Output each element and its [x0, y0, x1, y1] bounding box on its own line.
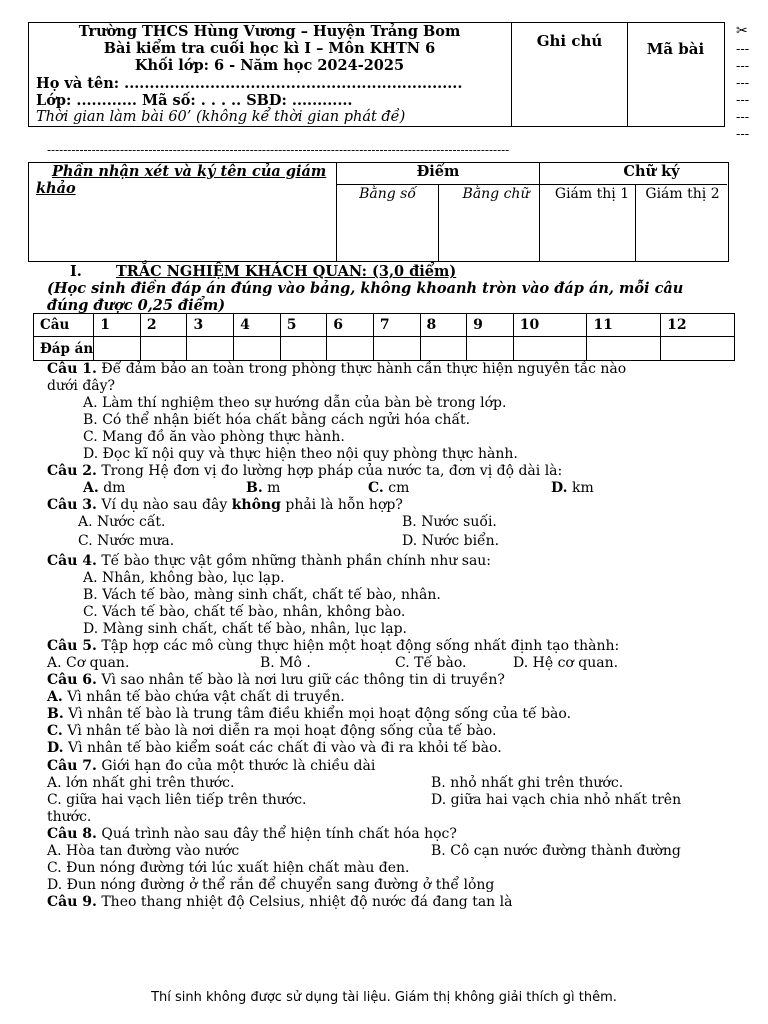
school-name: Trường THCS Hùng Vương – Huyện Trảng Bom	[78, 23, 461, 40]
option-text: Vì nhân tế bào là trung tâm điều khiển mọi hoạt động sống của tế bào.	[63, 706, 572, 722]
option-a: A. Làm thí nghiệm theo sự hướng dẫn của bàn bè trong lớp.	[83, 395, 507, 411]
question-5	[47, 638, 619, 655]
answer-number: 1	[94, 314, 141, 337]
question-text: Quá trình nào sau đây thể hiện tính chất hóa học?	[96, 826, 457, 842]
answer-cell[interactable]	[513, 337, 587, 361]
section-instruction-2: đúng được 0,25 điểm)	[47, 297, 226, 314]
answer-cell[interactable]	[373, 337, 420, 361]
question-1	[47, 361, 626, 378]
question-1-continued: dưới đây?	[47, 378, 116, 394]
option-b: B. Có thể nhận biết hóa chất bằng cách ngửi hóa chất.	[83, 412, 471, 428]
question-label: Câu 1.	[47, 361, 97, 377]
option-a	[47, 689, 345, 706]
option-c: C. Tế bào.	[395, 655, 467, 671]
answer-number: 2	[140, 314, 187, 337]
option-letter: C.	[47, 723, 63, 739]
option-c	[368, 480, 409, 497]
sign-label: Chữ ký	[623, 163, 680, 180]
option-letter: D.	[47, 740, 64, 756]
answer-number: 8	[420, 314, 467, 337]
question-9	[47, 894, 512, 911]
option-a: A. lớn nhất ghi trên thước.	[47, 775, 235, 791]
option-d	[47, 740, 502, 757]
proctor-2: Giám thị 2	[645, 186, 720, 202]
question-text: Trong Hệ đơn vị đo lường hợp pháp của nước ta, đơn vị độ dài là:	[96, 463, 563, 479]
scissors-icon: ✂	[736, 23, 748, 39]
option-b	[246, 480, 280, 497]
option-text: cm	[383, 480, 410, 496]
option-d: D. Màng sinh chất, chất tế bào, nhân, lục lạp.	[83, 621, 408, 637]
option-d: D. Đọc kĩ nội quy và thực hiện theo nội quy phòng thực hành.	[83, 446, 518, 462]
option-text: dm	[98, 480, 126, 496]
option-b: B. Mô .	[260, 655, 311, 671]
answer-table-answer-row	[34, 337, 735, 361]
score-label: Điểm	[416, 163, 460, 180]
section-title: TRẮC NGHIỆM KHÁCH QUAN: (3,0 điểm)	[116, 263, 457, 280]
option-text: Vì nhân tế bào chứa vật chất di truyền.	[62, 689, 345, 705]
option-d: D. Nước biển.	[402, 533, 500, 549]
option-c: C. Đun nóng đường tới lúc xuất hiện chất màu đen.	[47, 860, 410, 876]
option-a: A. Nước cất.	[78, 514, 166, 530]
question-text: Theo thang nhiệt độ Celsius, nhiệt độ nước đá đang tan là	[96, 894, 513, 910]
code-label: Mã bài	[646, 40, 705, 58]
option-b: B. nhỏ nhất ghi trên thước.	[431, 775, 624, 791]
option-text: Vì nhân tế bào là nơi diễn ra mọi hoạt động sống của tế bào.	[62, 723, 497, 739]
answer-cell[interactable]	[187, 337, 234, 361]
option-d: D. giữa hai vạch chia nhỏ nhất trên	[431, 792, 682, 808]
option-letter: A.	[83, 480, 99, 496]
option-a	[83, 480, 125, 497]
option-a: A. Cơ quan.	[47, 655, 130, 671]
option-b	[47, 706, 571, 723]
section-instruction-1: (Học sinh điền đáp án đúng vào bảng, không khoanh tròn vào đáp án, mỗi câu	[47, 280, 684, 297]
question-2	[47, 463, 562, 480]
question-6	[47, 672, 505, 689]
name-label: Họ và tên	[36, 75, 114, 92]
page-footer: Thí sinh không được sử dụng tài liệu. Giám thị không giải thích gì thêm.	[151, 990, 617, 1005]
option-text: m	[262, 480, 281, 496]
question-7	[47, 758, 375, 775]
option-c: C. giữa hai vạch liên tiếp trên thước.	[47, 792, 307, 808]
option-a: A. Nhân, không bào, lục lạp.	[83, 570, 285, 586]
note-label: Ghi chú	[536, 32, 603, 50]
proctor-1: Giám thị 1	[554, 186, 630, 202]
answer-number: 4	[234, 314, 281, 337]
answer-table-header-row	[34, 314, 735, 337]
option-b: B. Nước suối.	[402, 514, 497, 530]
answer-table-label: Câu	[34, 314, 94, 337]
option-text: km	[567, 480, 594, 496]
question-text: Để đảm bảo an toàn trong phòng thực hành cần thực hiện nguyên tắc nào	[96, 361, 627, 377]
option-c: C. Mang đồ ăn vào phòng thực hành.	[83, 429, 345, 445]
exam-title: Bài kiểm tra cuối học kì I – Môn KHTN 6	[103, 40, 436, 57]
option-c	[47, 723, 496, 740]
answer-number: 5	[280, 314, 327, 337]
question-label: Câu 4.	[47, 553, 97, 569]
answer-cell[interactable]	[234, 337, 281, 361]
comment-label: Phần nhận xét và ký tên của giám khảo	[36, 163, 327, 197]
answer-cell[interactable]	[94, 337, 141, 361]
score-hline	[336, 184, 727, 185]
answer-number: 7	[373, 314, 420, 337]
answer-number: 10	[513, 314, 587, 337]
question-text-end: phải là hỗn hợp?	[280, 497, 403, 513]
question-label: Câu 5.	[47, 638, 97, 654]
cut-dash: ---	[736, 110, 750, 125]
question-text: Giới hạn đo của một thước là chiều dài	[96, 758, 376, 774]
option-text: Vì nhân tế bào kiểm soát các chất đi vào và đi ra khỏi tế bào.	[63, 740, 502, 756]
answer-cell[interactable]	[280, 337, 327, 361]
question-label: Câu 7.	[47, 758, 97, 774]
answer-table	[33, 313, 735, 361]
answer-number: 3	[187, 314, 234, 337]
cut-dash: ---	[736, 127, 750, 142]
student-name-line	[36, 75, 462, 93]
answer-cell[interactable]	[587, 337, 661, 361]
cut-dashes	[736, 41, 749, 143]
cut-line: ------------------------------------------------------------------------------------------------------------------	[47, 143, 510, 157]
score-by-number: Bằng số	[359, 186, 416, 202]
option-d: D. Hệ cơ quan.	[513, 655, 619, 671]
question-label: Câu 3.	[47, 497, 97, 513]
cut-dash: ---	[736, 59, 750, 74]
answer-number: 11	[587, 314, 661, 337]
option-letter: A.	[47, 689, 63, 705]
option-letter: C.	[368, 480, 384, 496]
option-c: C. Nước mưa.	[78, 533, 175, 549]
answer-number: 12	[661, 314, 735, 337]
question-label: Câu 9.	[47, 894, 97, 910]
option-d-continued: thước.	[47, 809, 92, 825]
answer-cell[interactable]	[420, 337, 467, 361]
option-d: D. Đun nóng đường ở thể rắn để chuyển sang đường ở thể lỏng	[47, 877, 495, 893]
cut-dash: ---	[736, 42, 750, 57]
question-text: Tập hợp các mô cùng thực hiện một hoạt động sống nhất định tạo thành:	[96, 638, 620, 654]
question-text: Vì sao nhân tế bào là nơi lưu giữ các thông tin di truyền?	[96, 672, 505, 688]
cut-dash: ---	[736, 93, 750, 108]
cut-dash: ---	[736, 76, 750, 91]
option-b: B. Cô cạn nước đường thành đường	[431, 843, 681, 859]
answer-number: 6	[327, 314, 374, 337]
option-d	[551, 480, 594, 497]
question-8	[47, 826, 457, 843]
answer-cell[interactable]	[661, 337, 735, 361]
question-text: Tế bào thực vật gồm những thành phần chính như sau:	[96, 553, 492, 569]
grade-year: Khối lớp: 6 - Năm học 2024-2025	[134, 57, 405, 74]
class-line: Lớp: ............ Mã số: . . . .. SBD: ............	[36, 92, 353, 109]
answer-number: 9	[467, 314, 514, 337]
time-note: Thời gian làm bài 60’ (không kể thời gian phát đề)	[36, 109, 406, 125]
section-number: I.	[70, 263, 82, 280]
option-letter: B.	[246, 480, 263, 496]
option-b: B. Vách tế bào, màng sinh chất, chất tế bào, nhân.	[83, 587, 441, 603]
question-emphasis: không	[231, 497, 281, 513]
option-c: C. Vách tế bào, chất tế bào, nhân, không bào.	[83, 604, 406, 620]
answer-cell[interactable]	[467, 337, 514, 361]
option-letter: B.	[47, 706, 64, 722]
answer-cell[interactable]	[327, 337, 374, 361]
option-a: A. Hòa tan đường vào nước	[47, 843, 240, 859]
answer-cell[interactable]	[140, 337, 187, 361]
question-label: Câu 6.	[47, 672, 97, 688]
question-label: Câu 2.	[47, 463, 97, 479]
answer-row-label: Đáp án	[34, 337, 94, 361]
score-by-text: Bằng chữ	[462, 186, 530, 202]
header-divider-2	[627, 22, 628, 126]
question-text: Ví dụ nào sau đây	[96, 497, 232, 513]
option-letter: D.	[551, 480, 568, 496]
name-dots: : ...................................................................	[113, 75, 463, 92]
question-4	[47, 553, 491, 570]
question-3	[47, 497, 403, 514]
question-label: Câu 8.	[47, 826, 97, 842]
